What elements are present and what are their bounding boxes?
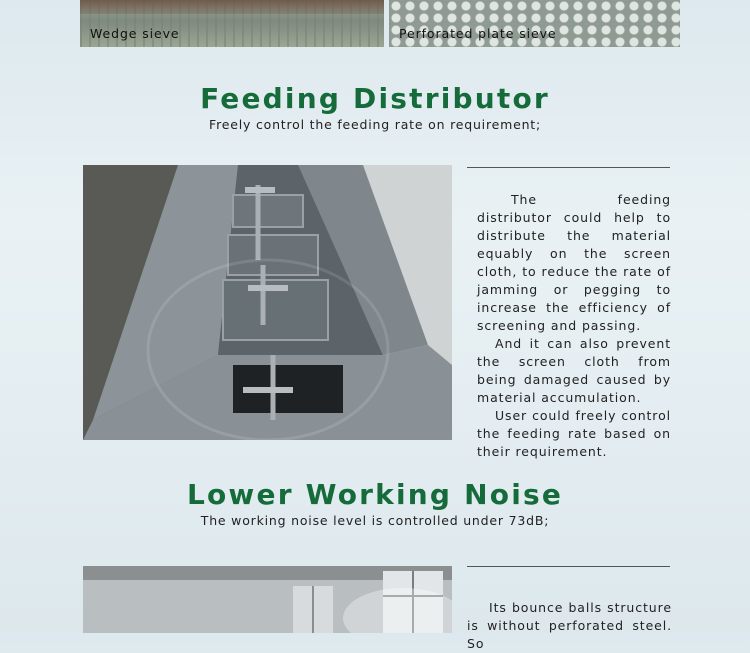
feeding-distributor-subtitle: Freely control the feeding rate on requirement; — [208, 117, 542, 132]
feeding-distributor-title: Feeding Distributor — [200, 82, 550, 115]
perforated-sieve-image — [389, 0, 680, 47]
feeding-section-rule — [467, 167, 670, 168]
wedge-sieve-image — [80, 0, 384, 47]
lower-noise-subtitle: The working noise level is controlled under 73dB; — [200, 513, 550, 528]
lower-noise-description — [467, 599, 672, 653]
feeding-distributor-description — [477, 191, 671, 461]
feeding-paragraph-1: The feeding distributor could help to distribute the material equably on the screen cloth, to reduce the rate of jamming or pegging to increase the efficiency of screening and passing. — [477, 192, 671, 333]
wedge-sieve-shadow — [80, 0, 384, 14]
feeding-paragraph-3: User could freely control the feeding rate based on their requirement. — [477, 408, 671, 459]
wedge-sieve-caption: Wedge sieve — [90, 26, 180, 41]
feeding-distributor-photo — [83, 165, 452, 440]
noise-illustration — [83, 566, 452, 633]
noise-section-rule — [467, 566, 670, 567]
lower-noise-title: Lower Working Noise — [186, 478, 564, 511]
noise-paragraph-1: Its bounce balls structure is without perforated steel. So — [467, 600, 672, 651]
lower-noise-photo — [83, 566, 452, 633]
feeding-paragraph-2: And it can also prevent the screen cloth from being damaged caused by material accumulation. — [477, 336, 671, 405]
perforated-sieve-caption: Perforated plate sieve — [399, 26, 557, 41]
distributor-illustration — [83, 165, 452, 440]
